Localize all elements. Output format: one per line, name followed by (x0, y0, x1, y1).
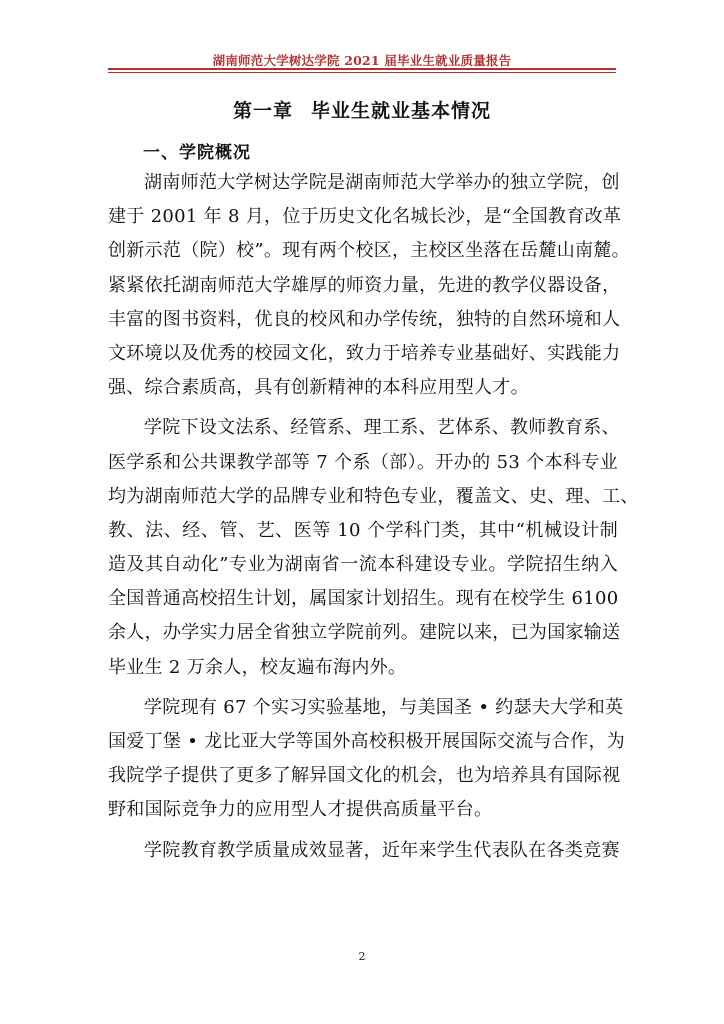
page-number: 2 (358, 950, 366, 963)
paragraph-1-line-3: 创新示范（院）校”。现有两个校区，主校区坐落在岳麓山南麓。 (108, 240, 630, 262)
header-rule-thick (108, 68, 616, 70)
paragraph-4-line-1: 学院教育教学质量成效显著，近年来学生代表队在各类竞赛 (144, 839, 620, 861)
paragraph-3-line-2: 国爱丁堡 • 龙比亚大学等国外高校积极开展国际交流与合作，为 (108, 731, 626, 752)
paragraph-2-line-3: 均为湖南师范大学的品牌专业和特色专业，覆盖文、史、理、工、 (108, 485, 639, 507)
chapter-number: 第一章 (232, 100, 293, 122)
header-rule-thin (108, 72, 616, 73)
section-title: 一、学院概况 (143, 143, 251, 163)
chapter-title (0, 96, 724, 123)
paragraph-3-line-1: 学院现有 67 个实习实验基地，与美国圣 • 约瑟夫大学和英 (144, 696, 624, 718)
paragraph-2-line-2: 医学系和公共课教学部等 7 个系（部）。开办的 53 个本科专业 (108, 451, 618, 473)
running-header: 湖南师范大学树达学院 2021 届毕业生就业质量报告 (212, 53, 512, 68)
paragraph-3-line-4: 野和国际竞争力的应用型人才提供高质量平台。 (108, 799, 493, 821)
paragraph-2-line-4: 教、法、经、管、艺、医等 10 个学科门类，其中“机械设计制 (108, 519, 618, 541)
body-text (108, 166, 639, 868)
paragraph-2-line-1: 学院下设文法系、经管系、理工系、艺体系、教师教育系、 (144, 417, 620, 439)
paragraph-1-line-5: 丰富的图书资料，优良的校风和办学传统，独特的自然环境和人 (108, 308, 621, 330)
paragraph-3-line-3: 我院学子提供了更多了解异国文化的机会，也为培养具有国际视 (108, 765, 621, 787)
paragraph-1-line-1: 湖南师范大学树达学院是湖南师范大学举办的独立学院，创 (144, 172, 620, 193)
paragraph-1-line-6: 文环境以及优秀的校园文化，致力于培养专业基础好、实践能力 (108, 342, 621, 364)
paragraph-2-line-5: 造及其自动化”专业为湖南省一流本科建设专业。学院招生纳入 (108, 554, 618, 576)
paragraph-2-line-8: 毕业生 2 万余人，校友遍布海内外。 (108, 656, 407, 678)
paragraph-2-line-6: 全国普通高校招生计划，属国家计划招生。现有在校学生 6100 (108, 588, 619, 610)
chapter-name: 毕业生就业基本情况 (311, 100, 492, 122)
paragraph-1-line-2: 建于 2001 年 8 月，位于历史文化名城长沙，是“全国教育改革 (108, 206, 622, 228)
paragraph-1-line-4: 紧紧依托湖南师范大学雄厚的师资力量，先进的教学仪器设备， (108, 274, 621, 296)
paragraph-1-line-7: 强、综合素质高，具有创新精神的本科应用型人才。 (108, 377, 529, 399)
paragraph-2-line-7: 余人，办学实力居全省独立学院前列。建院以来，已为国家输送 (108, 622, 621, 644)
